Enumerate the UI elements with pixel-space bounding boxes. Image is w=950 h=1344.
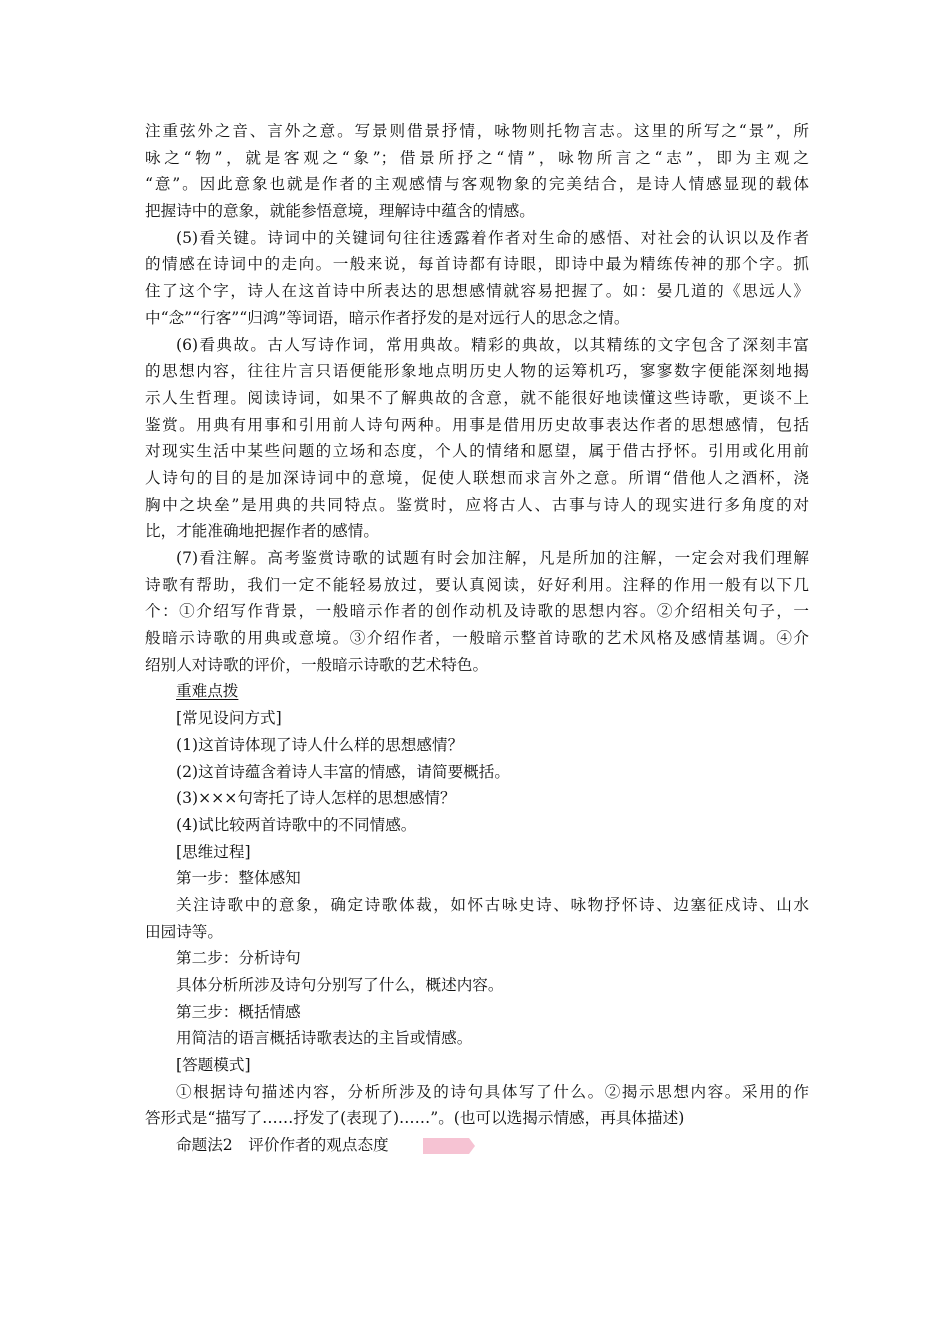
paragraph-line: 的思想内容，往往片言只语便能形象地点明历史人物的运筹机巧，寥寥数字便能深刻地揭: [145, 362, 809, 381]
paragraph-line: (6)看典故。古人写诗作词，常用典故。精彩的典故，以其精练的文字包含了深刻丰富: [176, 335, 809, 354]
question-item: (4)试比较两首诗歌中的不同情感。: [176, 815, 417, 834]
thinking-process-heading: [思维过程]: [176, 842, 251, 861]
paragraph-line: (7)看注解。高考鉴赏诗歌的试题有时会加注解，凡是所加的注解，一定会对我们理解: [176, 549, 809, 567]
answer-pattern-text: 答形式是“描写了……抒发了(表现了)……”。(也可以选揭示情感，再具体描述): [145, 1109, 685, 1128]
answer-pattern-heading: [答题模式]: [176, 1056, 251, 1075]
paragraph-line: 中“念”“行客”“归鸿”等词语，暗示作者抒发的是对远行人的思念之情。: [145, 308, 630, 327]
paragraph-line: “意”。因此意象也就是作者的主观感情与客观物象的完美结合，是诗人情感显现的载体: [145, 175, 809, 194]
step-text: 关注诗歌中的意象，确定诗歌体裁，如怀古咏史诗、咏物抒怀诗、边塞征戍诗、山水: [176, 895, 809, 914]
step-text: 田园诗等。: [145, 922, 223, 941]
paragraph-line: 住了这个字，诗人在这首诗中所表达的思想感情就容易把握了。如：晏几道的《思远人》: [145, 282, 809, 301]
document-body: [145, 118, 809, 1159]
paragraph-line: 个：①介绍写作背景，一般暗示作者的创作动机及诗歌的思想内容。②介绍相关句子，一: [145, 602, 809, 621]
paragraph-line: 般暗示诗歌的用典或意境。③介绍作者，一般暗示整首诗歌的艺术风格及感情基调。④介: [145, 629, 809, 648]
step-text: 具体分析所涉及诗句分别写了什么，概述内容。: [176, 976, 504, 994]
key-points-title: 重难点拨: [176, 682, 239, 701]
paragraph-line: 绍别人对诗歌的评价，一般暗示诗歌的艺术特色。: [145, 655, 489, 674]
pink-arrow-tag-icon: [423, 1136, 475, 1152]
paragraph-line: 示人生哲理。阅读诗词，如果不了解典故的含意，就不能很好地读懂这些诗歌，更谈不上: [145, 388, 809, 407]
paragraph-line: 诗歌有帮助，我们一定不能轻易放过，要认真阅读，好好利用。注释的作用一般有以下几: [145, 575, 809, 594]
step-title: 第一步：整体感知: [176, 869, 301, 888]
paragraph-line: 鉴赏。用典有用事和引用前人诗句两种。用事是借用历史故事表达作者的思想感情，包括: [145, 415, 809, 434]
paragraph-line: 比，才能准确地把握作者的感情。: [145, 522, 379, 541]
paragraph-line: (5)看关键。诗词中的关键词句往往透露着作者对生命的感悟、对社会的认识以及作者: [176, 228, 809, 247]
paragraph-line: 对现实生活中某些问题的立场和态度，个人的情绪和愿望，属于借古抒怀。引用或化用前: [145, 442, 809, 461]
paragraph-line: 把握诗中的意象，就能参悟意境，理解诗中蕴含的情感。: [145, 202, 535, 221]
common-questions-heading: [常见设问方式]: [176, 709, 282, 728]
paragraph-line: 的情感在诗词中的走向。一般来说，每首诗都有诗眼，即诗中最为精练传神的那个字。抓: [145, 255, 809, 274]
method-2-title: 命题法2 评价作者的观点态度: [176, 1136, 389, 1155]
step-title: 第二步：分析诗句: [176, 949, 301, 968]
method-2-heading: [145, 1132, 809, 1159]
paragraph-line: 注重弦外之音、言外之意。写景则借景抒情，咏物则托物言志。这里的所写之“景”，所: [145, 122, 809, 140]
step-title: 第三步：概括情感: [176, 1002, 301, 1021]
question-item: (2)这首诗蕴含着诗人丰富的情感，请简要概括。: [176, 762, 510, 781]
question-item: (1)这首诗体现了诗人什么样的思想感情？: [176, 735, 464, 754]
question-item: (3)×××句寄托了诗人怎样的思想感情？: [176, 789, 456, 808]
paragraph-line: 胸中之块垒”是用典的共同特点。鉴赏时，应将古人、古事与诗人的现实进行多角度的对: [145, 495, 809, 514]
answer-pattern-text: ①根据诗句描述内容，分析所涉及的诗句具体写了什么。②揭示思想内容。采用的作: [176, 1082, 809, 1101]
step-text: 用简洁的语言概括诗歌表达的主旨或情感。: [176, 1029, 473, 1048]
paragraph-line: 咏之“物”，就是客观之“象”；借景所抒之“情”，咏物所言之“志”，即为主观之: [145, 148, 809, 167]
paragraph-line: 人诗句的目的是加深诗词中的意境，促使人联想而求言外之意。所谓“借他人之酒杯，浇: [145, 468, 809, 487]
section-heading-key-points: [145, 678, 809, 705]
